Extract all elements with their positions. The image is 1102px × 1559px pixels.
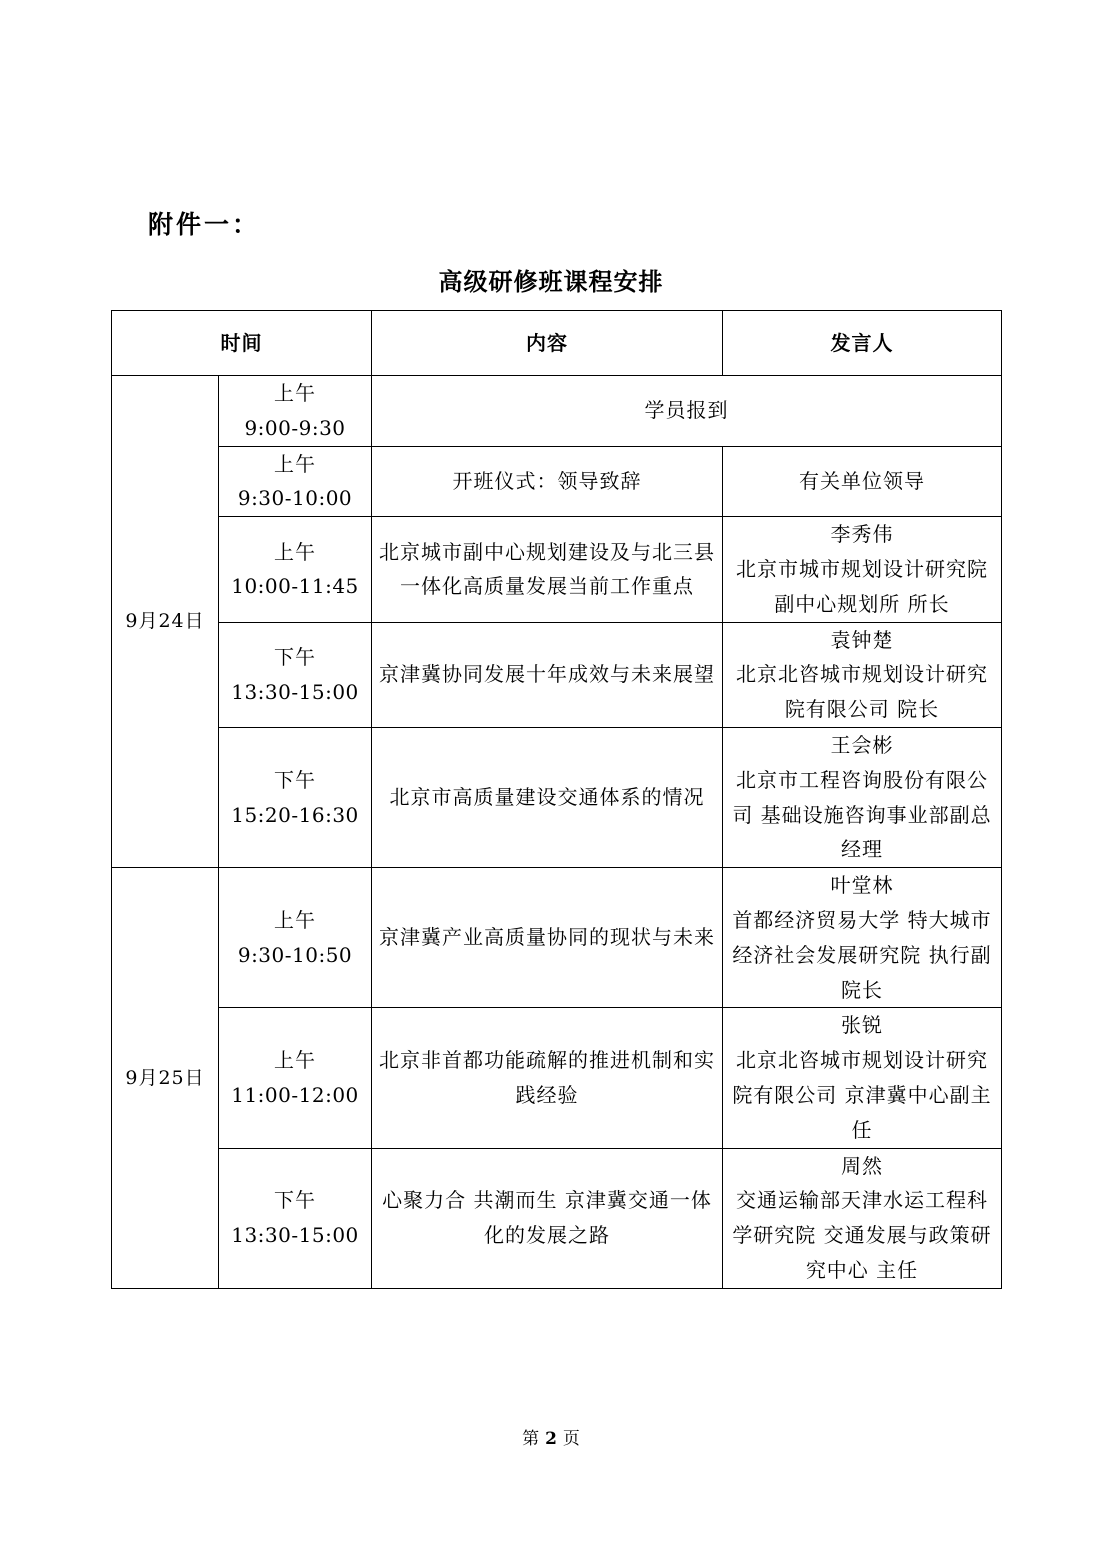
- period-label: 下午: [274, 644, 316, 669]
- speaker-cell: [723, 1008, 1002, 1148]
- content-cell: 京津冀产业高质量协同的现状与未来: [372, 868, 723, 1008]
- speaker-title: 北京市工程咨询股份有限公司 基础设施咨询事业部副总经理: [732, 767, 992, 862]
- time-range: 11:00-12:00: [231, 1082, 359, 1107]
- table-row: [112, 517, 1002, 622]
- content-cell: 京津冀协同发展十年成效与未来展望: [372, 622, 723, 727]
- page-prefix: 第: [522, 1429, 540, 1449]
- table-row: [112, 376, 1002, 447]
- header-time: 时间: [112, 311, 372, 376]
- speaker-name: 张锐: [841, 1013, 883, 1038]
- time-range: 13:30-15:00: [231, 679, 359, 704]
- speaker-title: 北京北咨城市规划设计研究院有限公司 京津冀中心副主任: [732, 1048, 992, 1142]
- date-cell: 9月24日: [112, 376, 219, 868]
- page-suffix: 页: [562, 1429, 580, 1449]
- speaker-cell: [723, 517, 1002, 622]
- time-cell: [219, 727, 372, 867]
- time-range: 15:20-16:30: [231, 802, 359, 827]
- time-cell: [219, 622, 372, 727]
- content-cell: 心聚力合 共潮而生 京津冀交通一体化的发展之路: [372, 1148, 723, 1288]
- document-title: 高级研修班课程安排: [438, 268, 664, 296]
- speaker-cell: [723, 727, 1002, 867]
- table-row: [112, 868, 1002, 1008]
- speaker-title: 北京北咨城市规划设计研究院有限公司 院长: [736, 662, 988, 722]
- content-cell: 北京城市副中心规划建设及与北三县一体化高质量发展当前工作重点: [372, 517, 723, 622]
- time-cell: [219, 517, 372, 622]
- speaker-cell: [723, 446, 1002, 517]
- period-label: 下午: [274, 767, 316, 792]
- time-cell: [219, 868, 372, 1008]
- time-cell: [219, 1148, 372, 1288]
- time-range: 10:00-11:45: [231, 574, 359, 599]
- period-label: 上午: [274, 381, 316, 405]
- speaker-name: 袁钟楚: [830, 627, 894, 652]
- table-row: [112, 1148, 1002, 1288]
- content-cell: 开班仪式：领导致辞: [372, 446, 723, 517]
- page-number-value: 2: [545, 1429, 557, 1449]
- table-row: [112, 727, 1002, 867]
- speaker-cell: [723, 622, 1002, 727]
- annex-label: 附件一：: [148, 210, 261, 239]
- time-range: 9:00-9:30: [244, 415, 346, 440]
- period-label: 下午: [274, 1188, 316, 1213]
- period-label: 上午: [274, 907, 316, 932]
- header-speaker: 发言人: [723, 311, 1002, 376]
- date-cell: 9月25日: [112, 868, 219, 1289]
- speaker-title: 交通运输部天津水运工程科学研究院 交通发展与政策研究中心 主任: [732, 1188, 992, 1282]
- speaker-cell: [723, 1148, 1002, 1288]
- content-cell: 北京市高质量建设交通体系的情况: [372, 727, 723, 867]
- table-row: [112, 1008, 1002, 1148]
- time-cell: [219, 446, 372, 517]
- table-row: [112, 622, 1002, 727]
- time-cell: [219, 376, 372, 447]
- speaker-cell: [723, 868, 1002, 1008]
- period-label: 上午: [274, 539, 316, 564]
- time-range: 13:30-15:00: [231, 1223, 359, 1248]
- header-content: 内容: [372, 311, 723, 376]
- content-cell: 学员报到: [372, 376, 1002, 447]
- period-label: 上午: [274, 451, 316, 476]
- speaker-name: 李秀伟: [830, 522, 894, 547]
- table-header-row: [112, 311, 1002, 376]
- time-range: 9:30-10:00: [237, 486, 353, 511]
- speaker-name: 周然: [841, 1153, 883, 1178]
- speaker-title: 有关单位领导: [799, 468, 925, 493]
- content-cell: 北京非首都功能疏解的推进机制和实践经验: [372, 1008, 723, 1148]
- speaker-title: 北京市城市规划设计研究院 副中心规划所 所长: [736, 556, 988, 616]
- speaker-title: 首都经济贸易大学 特大城市经济社会发展研究院 执行副院长: [732, 907, 992, 1002]
- time-range: 9:30-10:50: [237, 942, 353, 967]
- period-label: 上午: [274, 1048, 316, 1073]
- page-number: [0, 1424, 1102, 1449]
- schedule-table: [111, 310, 1002, 1289]
- time-cell: [219, 1008, 372, 1148]
- speaker-name: 王会彬: [830, 732, 894, 757]
- table-row: [112, 446, 1002, 517]
- speaker-name: 叶堂林: [830, 873, 894, 898]
